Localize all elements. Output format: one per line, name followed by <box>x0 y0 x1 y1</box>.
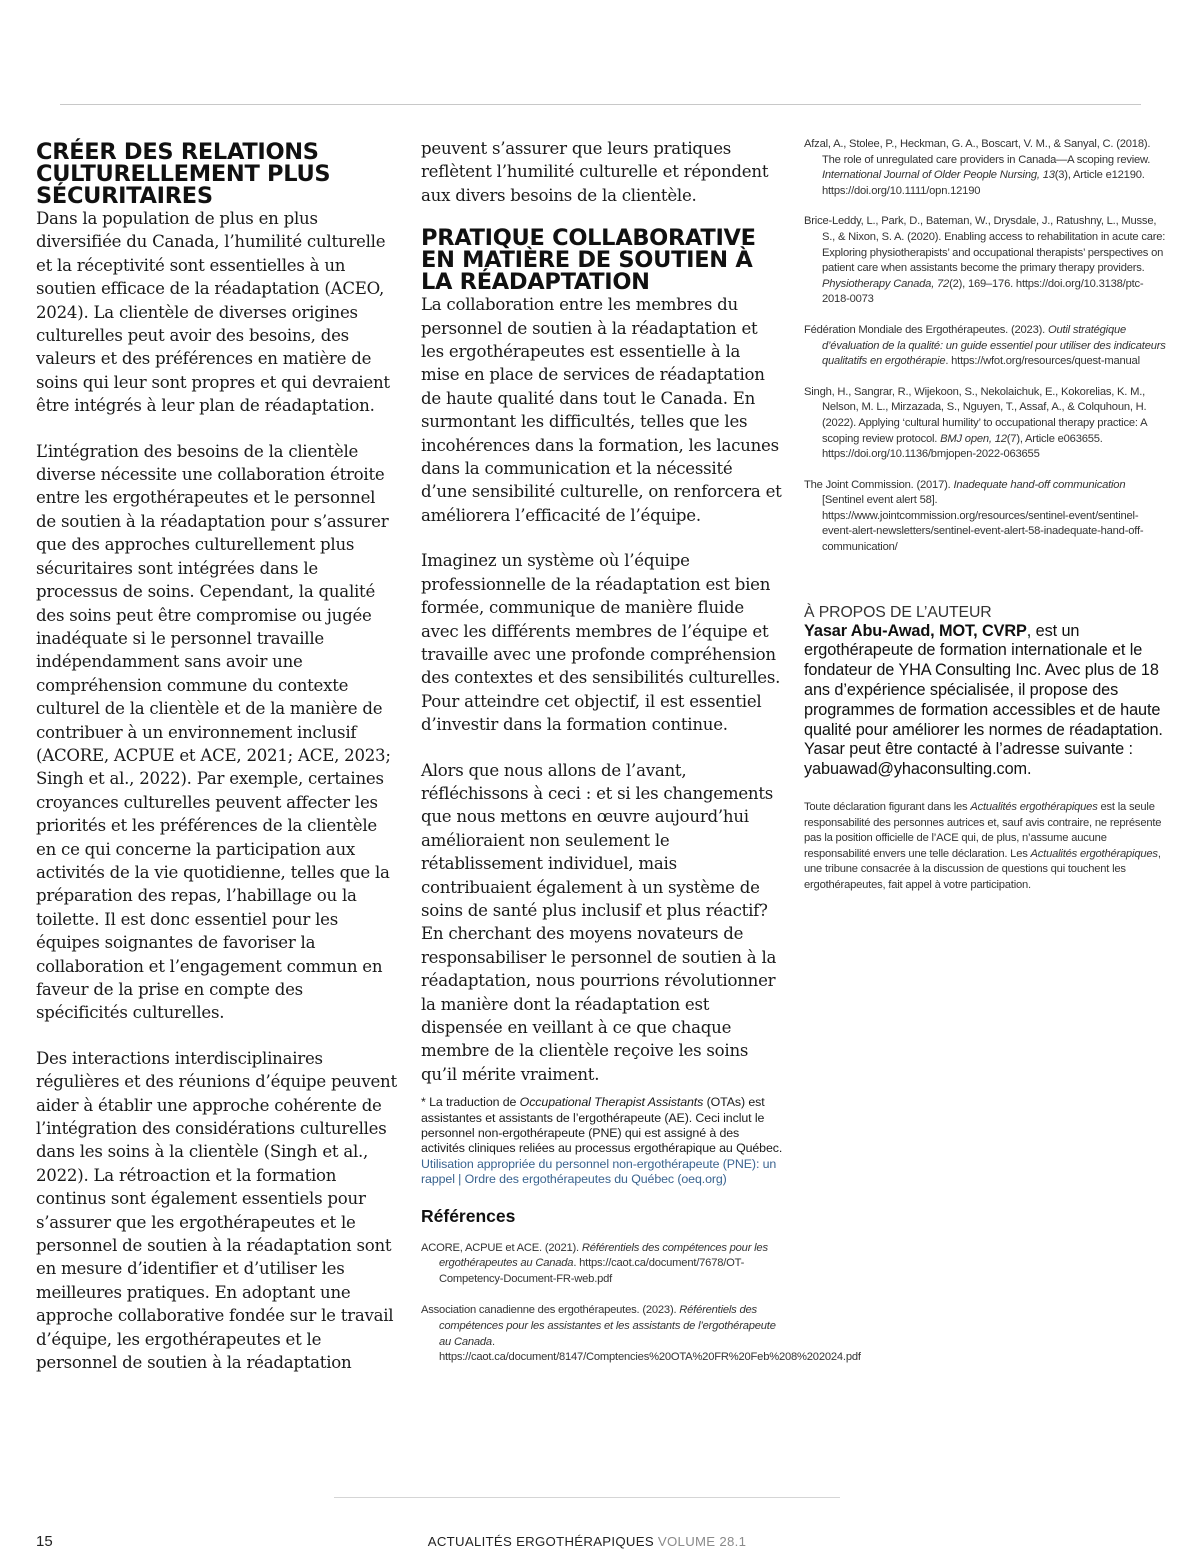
page-number: 15 <box>36 1533 53 1550</box>
section-heading-collaborative: PRATIQUE COLLABORATIVE EN MATIÈRE DE SOUTIEN À LA RÉADAPTATION <box>421 225 756 296</box>
references-list-continued <box>804 137 1166 556</box>
paragraph: Imaginez un système où l’équipe professionnelle de la réadaptation est bien formée, communique de manière fluide avec les différents membres de l’équipe et travaille avec une profonde compréhension des contextes et des sensibilités culturelles. Pour atteindre cet objectif, il est essentiel d’investir dans la formation continue. <box>421 551 781 735</box>
column-1 <box>36 137 398 1375</box>
paragraph: Dans la population de plus en plus diversifiée du Canada, l’humilité culturelle et la réceptivité sont essentielles à un soutien efficace de la réadaptation (ACEO, 2024). La clientèle de diverses origines culturelles peut avoir des besoins, des valeurs et des préférences en matière de soins qui leur sont propres et qui devraient être intégrés à leur plan de réadaptation. <box>36 209 390 416</box>
volume-label: VOLUME 28.1 <box>657 1534 747 1549</box>
top-rule <box>60 104 1141 105</box>
translation-footnote: * La traduction de Occupational Therapist Assistants (OTAs) est assistantes et assistants de l’ergothérapeute (AE). Ceci inclut le personnel non-ergothérapeute (PNE) qui est assigné à des activités cliniques reliées au processus ergothérapique au Québec. Utilisation appropriée du personnel non-ergothérapeute (PNE): un rappel | Ordre des ergothérapeutes du Québec (oeq.org) <box>421 1095 783 1187</box>
reference-item: ACORE, ACPUE et ACE. (2021). Référentiels des compétences pour les ergothérapeutes au Canada. https://caot.ca/document/7678/OT-Competency-Document-FR-web.pdf <box>421 1241 768 1285</box>
column-2-body <box>421 137 783 207</box>
about-author-text: Yasar Abu-Awad, MOT, CVRP, est un ergothérapeute de formation internationale et le fondateur de YHA Consulting Inc. Avec plus de 18 ans d’expérience spécialisée, il propose des programmes de formation accessibles et de haute qualité pour améliorer les normes de réadaptation. Yasar peut être contacté à l’adresse suivante : yabuawad@yhaconsulting.com. <box>804 621 1163 779</box>
column-2-paragraphs <box>421 293 783 1086</box>
about-author-label: À PROPOS DE L’AUTEUR <box>804 603 992 621</box>
reference-item: Fédération Mondiale des Ergothérapeutes. (2023). Outil stratégique d’évaluation de la qualité: un guide essentiel pour utiliser des indicateurs qualitatifs en ergothérapie. https://wfot.org/resources/quest-manual <box>804 323 1166 368</box>
reference-item: Singh, H., Sangrar, R., Wijekoon, S., Nekolaichuk, E., Kokorelias, K. M., Nelson, M. L., Mirzazada, S., Nguyen, T., Assaf, A., & Colquhoun, H. (2022). Applying ‘cultural humility’ to occupational therapy practice: A scoping review protocol. BMJ open, 12(7), Article e063655. https://doi.org/10.1136/bmjopen-2022-063655 <box>804 385 1147 461</box>
references-list <box>421 1241 861 1366</box>
references-heading: Références <box>421 1205 516 1226</box>
paragraph: Alors que nous allons de l’avant, réfléchissons à ceci : et si les changements que nous mettons en œuvre aujourd’hui amélioraient non seulement le rétablissement individuel, mais contribuaient également à un système de soins de santé plus inclusif et plus réactif? En cherchant des moyens novateurs de responsabiliser le personnel de soutien à la réadaptation, nous pourrions révolutionner la manière dont la réadaptation est dispensée en veillant à ce que chaque membre de la clientèle reçoive les soins qu’il mérite vraiment. <box>421 760 777 1084</box>
column-1-body <box>36 207 398 1375</box>
paragraph: Des interactions interdisciplinaires régulières et des réunions d’équipe peuvent aider à établir une approche cohérente de l’intégration des considérations culturelles dans les soins à la clientèle (Singh et al., 2022). La rétroaction et la formation continus sont également essentiels pour s’assurer que les ergothérapeutes et le personnel de soutien à la réadaptation sont en mesure d’identifier et d’utiliser les meilleures pratiques. En adoptant une approche collaborative fondée sur le travail d’équipe, les ergothérapeutes et le personnel de soutien à la réadaptation <box>36 1048 397 1373</box>
column-2 <box>421 137 861 1382</box>
reference-item: Afzal, A., Stolee, P., Heckman, G. A., Boscart, V. M., & Sanyal, C. (2018). The role of unregulated care providers in Canada—A scoping review. International Journal of Older People Nursing, 13(3), Article e12190. https://doi.org/10.1111/opn.12190 <box>804 138 1151 197</box>
oeq-link[interactable]: Utilisation appropriée du personnel non-ergothérapeute (PNE): un rappel | Ordre des ergothérapeutes du Québec (oeq.org) <box>421 1156 777 1187</box>
column-3 <box>804 137 1166 894</box>
reference-item: The Joint Commission. (2017). Inadequate hand-off communication [Sentinel event alert 58]. https://www.jointcommission.org/resources/sentinel-event/sentinel-event-alert-newsletters/sentinel-event-alert-58-inadequate-hand-off-communication/ <box>804 478 1144 554</box>
paragraph: La collaboration entre les membres du personnel de soutien à la réadaptation et les ergothérapeutes est essentielle à la mise en place de services de réadaptation de haute qualité dans tout le Canada. En surmontant les difficultés, telles que les incohérences dans la formation, les lacunes dans la communication et la nécessité d’une sensibilité culturelle, on renforcera et améliorera l’efficacité de l’équipe. <box>421 295 782 525</box>
section-heading-relations: CRÉER DES RELATIONS CULTURELLEMENT PLUS SÉCURITAIRES <box>36 139 331 209</box>
publication-title: ACTUALITÉS ERGOTHÉRAPIQUES <box>427 1534 654 1549</box>
paragraph: L’intégration des besoins de la clientèle diverse nécessite une collaboration étroite entre les ergothérapeutes et le personnel de soutien à la réadaptation pour s’assurer que des approches culturellement plus sécuritaires sont intégrées dans le processus de soins. Cependant, la qualité des soins peut être compromise ou jugée inadéquate si le personnel travaille indépendamment sans avoir une compréhension commune du contexte culturel de la clientèle et de la manière de contribuer à un environnement inclusif (ACORE, ACPUE et ACE, 2021; ACE, 2023; Singh et al., 2022). Par exemple, certaines croyances culturelles peuvent affecter les priorités et les préférences de la clientèle en ce qui concerne la participation aux activités de la vie quotidienne, telles que la préparation des repas, l’habillage ou la toilette. Il est donc essentiel pour les équipes soignantes de favoriser la collaboration et l’engagement commun en faveur de la prise en compte des spécificités culturelles. <box>36 441 391 1023</box>
footer-publication <box>334 1534 840 1549</box>
disclaimer: Toute déclaration figurant dans les Actualités ergothérapiques est la seule responsabilité des personnes autrices et, sauf avis contraire, ne représente pas la position officielle de l’ACE qui, de plus, n’assume aucune responsabilité envers une telle déclaration. Les Actualités ergothérapiques, une tribune consacrée à la discussion de questions qui touchent les ergothérapeutes, fait appel à votre participation. <box>804 801 1162 891</box>
paragraph-continuation: peuvent s’assurer que leurs pratiques reflètent l’humilité culturelle et répondent aux divers besoins de la clientèle. <box>421 139 769 205</box>
author-name: Yasar Abu-Awad, MOT, CVRP <box>804 621 1027 640</box>
reference-item: Association canadienne des ergothérapeutes. (2023). Référentiels des compétences pour les assistantes et les assistants de l’ergothérapeute au Canada. https://caot.ca/document/8147/Comptencies%20OTA%20FR%20Feb%208%202024.pdf <box>421 1304 861 1364</box>
reference-item: Brice-Leddy, L., Park, D., Bateman, W., Drysdale, J., Ratushny, L., Musse, S., & Nixon, S. A. (2020). Enabling access to rehabilitation in acute care: Exploring physiotherapists’ and occupational therapists’ perspectives on patient care when assistants become the primary therapy providers. Physiotherapy Canada, 72(2), 169–176. https://doi.org/10.3138/ptc-2018-0073 <box>804 215 1166 306</box>
footer-rule <box>334 1497 840 1498</box>
